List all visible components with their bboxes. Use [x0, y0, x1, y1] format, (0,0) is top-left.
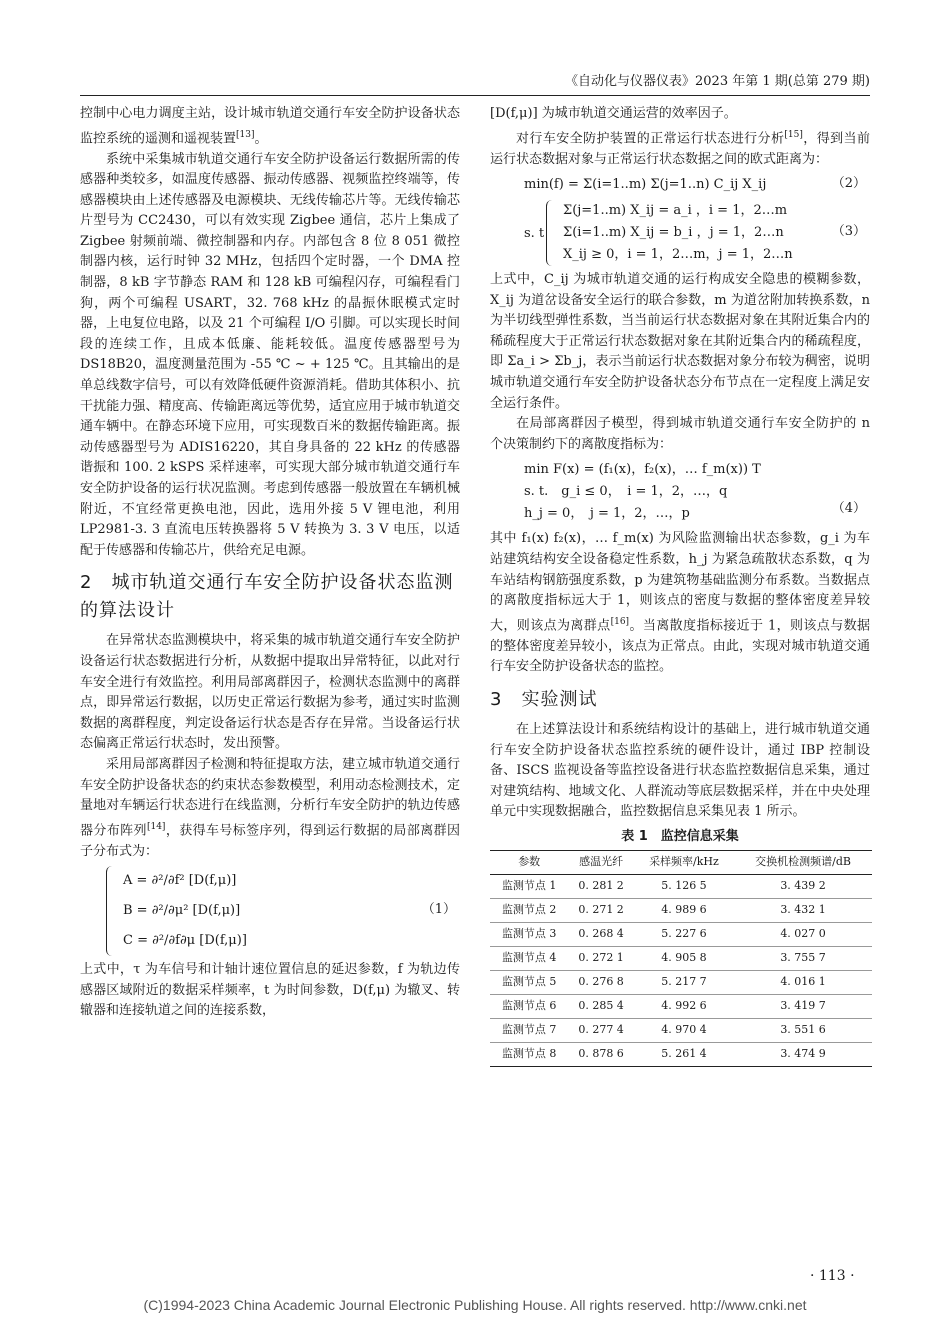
equation-4 [490, 459, 870, 525]
table-cell: 5. 261 4 [661, 1046, 707, 1060]
table-cell: 监测节点 5 [501, 974, 557, 988]
table-row [490, 898, 872, 922]
table-cell: 3. 419 7 [780, 998, 826, 1012]
equation-line: X_ij ≥ 0，i = 1，2…m，j = 1，2…n [563, 247, 793, 263]
section-heading-3: 3 实验测试 [490, 688, 598, 710]
table-row [490, 946, 872, 970]
table-row [490, 970, 872, 994]
table-row [490, 994, 872, 1018]
table-cell: 0. 268 4 [578, 926, 624, 940]
table-cell: 4. 989 6 [661, 902, 707, 916]
section-heading-2: 2 城市轨道交通行车安全防护设备状态监测的算法设计 [80, 572, 454, 622]
table-cell: 监测节点 2 [501, 902, 557, 916]
table-header-cell: 交换机检测频谱/dB [755, 854, 851, 868]
table-header-cell: 参数 [518, 854, 541, 868]
right-column [490, 104, 870, 1067]
copyright-footer: (C)1994-2023 China Academic Journal Electronic Publishing House. All rights reserved. http://www.cnki.net [143, 1297, 807, 1313]
table-cell: 0. 276 8 [578, 974, 624, 988]
table-cell: 监测节点 6 [501, 998, 557, 1012]
table-cell: 3. 755 7 [780, 950, 826, 964]
left-column [80, 104, 460, 1022]
paragraph: 在上述算法设计和系统结构设计的基础上，进行城市轨道交通行车安全防护设备状态监控系统的硬件设计，通过 IBP 控制设备、ISCS 监视设备等监控设备进行状态监控数据信息采集，通过对建筑结构、地域文化、人群流动等底层数据采样，并在中央处理单元中实现数据融合，监控数据信息采集见表 1 所示。 [490, 721, 870, 820]
table-cell: 3. 551 6 [780, 1022, 826, 1036]
table-cell: 0. 878 6 [578, 1046, 624, 1060]
table-cell: 3. 432 1 [780, 902, 826, 916]
equation-line: Σ(j=1..m) X_ij = a_i ，i = 1，2…m [563, 203, 788, 219]
paragraph: 对行车安全防护装置的正常运行状态进行分析[15]，得到当前运行状态数据对象与正常运行状态数据之间的欧式距离为： [490, 129, 870, 167]
equation-line: min(f) = Σ(i=1..m) Σ(j=1..n) C_ij X_ij [524, 177, 767, 193]
table-cell: 0. 285 4 [578, 998, 624, 1012]
equation-number: （4） [831, 501, 866, 517]
table-cell: 4. 905 8 [661, 950, 707, 964]
equation-line: s. t. g_i ≤ 0， i = 1，2，…，q [524, 484, 728, 500]
equation-line: A = ∂²/∂f² [D(f,μ)] [123, 873, 237, 889]
table-cell: 4. 970 4 [661, 1022, 707, 1036]
equation-number: （2） [831, 176, 866, 192]
table-cell: 5. 126 5 [661, 878, 707, 892]
citation[interactable]: [13] [236, 129, 255, 140]
table-cell: 4. 016 1 [780, 974, 826, 988]
equation-number: （3） [831, 224, 866, 240]
table-row [490, 1018, 872, 1042]
equation-line: min F(x) = (f₁(x)，f₂(x)，… f_m(x)) T [524, 462, 761, 478]
paragraph: 系统中采集城市轨道交通行车安全防护设备运行数据所需的传感器种类较多，如温度传感器、振动传感器、视频监控终端等，传感器模块由上述传感器及电源模块、无线传输芯片等。无线传输芯片型号为 CC2430，可以有效实现 Zigbee 通信，芯片上集成了 Zigbee 射频前端、微控制器和内存。内部包含 8 位 8 051 微控制器内核，运行时钟 32 MHz，包括四个定时器，一个 DMA 控制器，8 kB 字节静态 RAM 和 128 kB 可编程闪存，可编程看门狗，两个可编程 USART，32. 768 kHz 的晶振休眠模式定时器，上电复位电路，以及 21 个可编程 I/O 引脚。可以实现长时间段的连续工作，且成本低廉、能耗较低。温度传感器型号为 DS18B20，温度测量范围为 -55 ℃ ~ + 125 ℃。且其输出的是单总线数字信号，可以有效降低硬件资源消耗。借助其体积小、抗干扰能力强、精度高、传输距离远等优势，适宜应用于城市轨道交通车辆中。在静态环境下应用，可实现数百米的数据传输距离。振动传感器型号为 ADIS16220，其自身具备的 22 kHz 的传感器谐振和 100. 2 kSPS 采样速率，可实现大部分城市轨道交通行车安全防护设备的运行状况监测。考虑到传感器一般放置在车辆机械附近，不宜经常更换电池，因此，选用外接 5 V 锂电池，利用 LP2981-3. 3 直流电压转换器将 5 V 转换为 3. 3 V 电压，以适配于传感器和传输芯片，供给充足电源。 [80, 151, 460, 558]
table-cell: 5. 227 6 [661, 926, 707, 940]
table-row [490, 922, 872, 946]
table-cell: 监测节点 3 [501, 926, 557, 940]
monitoring-table [490, 850, 872, 1067]
table-cell: 5. 217 7 [661, 974, 707, 988]
paragraph: 采用局部离群因子检测和特征提取方法，建立城市轨道交通行车安全防护设备状态的约束状态参数模型，利用动态检测技术，定量地对车辆运行状态进行在线监测，分析行车安全防护的轨边传感器分布阵列[14]，获得车号标签序列，得到运行数据的局部离群因子分布式为： [80, 756, 460, 859]
paragraph: 上式中，τ 为车信号和计轴计速位置信息的延迟参数，f 为轨边传感器区域附近的数据采样频率，t 为时间参数，D(f,μ) 为辙叉、转辙器和连接轨道之间的连接系数， [80, 962, 460, 1019]
journal-header: 《自动化与仪器仪表》2023 年第 1 期(总第 279 期) [80, 70, 870, 96]
paragraph: 在局部离群因子模型，得到城市轨道交通行车安全防护的 n 个决策制约下的离散度指标为： [490, 416, 870, 452]
table-caption: 表 1 监控信息采集 [621, 828, 739, 844]
table-cell: 0. 271 2 [578, 902, 624, 916]
equation-3 [490, 200, 870, 266]
citation[interactable]: [16] [610, 616, 630, 627]
table-cell: 3. 439 2 [780, 878, 826, 892]
paragraph: 其中 f₁(x) f₂(x)，… f_m(x) 为风险监测输出状态参数，g_i 为车站建筑结构安全设备稳定性系数，h_j 为紧急疏散状态系数，q 为车站结构钢筋强度系数，p 为建筑物基础监测分布系数。当数据点的离散度指标远大于 1，则该点的密度与数据的整体密度差异较大，则该点为离群点[16]。当离散度指标接近于 1，则该点与数据的整体密度差异较小，该点为正常点。由此，实现对城市轨道交通行车安全防护设备状态的监控。 [490, 531, 870, 675]
table-cell: 监测节点 4 [501, 950, 557, 964]
paragraph: [D(f,μ)] 为城市轨道交通运营的效率因子。 [490, 106, 737, 121]
paragraph: 控制中心电力调度主站，设计城市轨道交通行车安全防护设备状态监控系统的遥测和遥视装置[13]。 [80, 106, 460, 146]
table-cell: 0. 272 1 [578, 950, 624, 964]
table-row [490, 874, 872, 898]
paragraph: 在异常状态监测模块中，将采集的城市轨道交通行车安全防护设备运行状态数据进行分析，从数据中提取出异常特征，以此对行车安全进行有效监控。利用局部离群因子，检测状态监测中的离群点，即异常运行数据，以历史正常运行数据为参考，通过实时监测数据的离群程度，判定设备运行状态是否存在异常。当设备运行状态偏离正常运行状态时，发出预警。 [80, 633, 460, 752]
equation-label: s. t [524, 226, 545, 242]
equation-1 [80, 866, 460, 956]
table-cell: 4. 027 0 [780, 926, 826, 940]
table-cell: 3. 474 9 [780, 1046, 826, 1060]
paragraph: 上式中，C_ij 为城市轨道交通的运行构成安全隐患的模糊参数，X_ij 为道岔设备安全运行的联合参数，m 为道岔附加转换系数，n 为半切线型弹性系数，当当前运行状态数据对象在其附近集合内的稀疏程度大于正常运行状态数据对象在其附近集合内的稀疏程度，即 Σa_i > Σb_j，表示当前运行状态数据对象分布较为稠密，说明城市轨道交通行车安全防护设备状态分布节点在一定程度上满足安全运行条件。 [490, 272, 870, 411]
table-cell: 监测节点 1 [501, 878, 557, 892]
table-header-cell: 感温光纤 [579, 854, 624, 868]
table-header-cell: 采样频率/kHz [649, 854, 719, 868]
equation-line: C = ∂²/∂f∂μ [D(f,μ)] [123, 933, 247, 949]
equation-number: （1） [421, 902, 456, 918]
citation[interactable]: [14] [146, 821, 166, 832]
table-cell: 监测节点 7 [501, 1022, 557, 1036]
page-number: · 113 · [810, 1268, 855, 1284]
table-cell: 0. 281 2 [578, 878, 624, 892]
equation-2 [490, 174, 870, 196]
equation-line: B = ∂²/∂μ² [D(f,μ)] [123, 903, 241, 919]
equation-line: h_j = 0， j = 1，2，…，p [524, 506, 690, 522]
table-cell: 监测节点 8 [501, 1046, 557, 1060]
equation-line: Σ(i=1..m) X_ij = b_i ，j = 1，2…n [563, 225, 784, 241]
table-header-row [490, 850, 872, 874]
citation[interactable]: [15] [784, 129, 803, 140]
table-row [490, 1042, 872, 1066]
table-cell: 0. 277 4 [578, 1022, 624, 1036]
table-cell: 4. 992 6 [661, 998, 707, 1012]
